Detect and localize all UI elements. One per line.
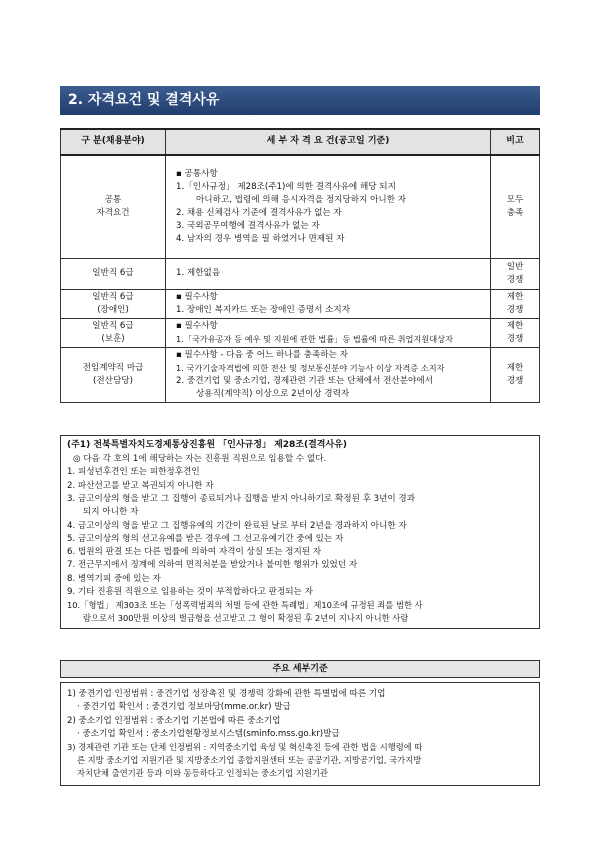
note-item-continuation: 되지 아니한 자 [83,507,139,518]
requirement-line: ▪ 필수사항 [176,292,218,302]
note-line: 충족 [506,208,524,218]
requirement-line: 1. 제한없음 [176,268,221,279]
row-note [491,348,540,403]
category-line: (전산담당) [93,376,133,387]
note-line: 경쟁 [506,376,524,387]
row-note [491,155,540,259]
row-category [61,348,166,403]
note-item: 7. 전근무지에서 징계에 의하여 면직처분을 받았거나 불미한 행위가 있었던 자 [67,560,358,571]
criteria-line: 1) 중견기업 인정범위 : 중견기업 성장촉진 및 경쟁력 강화에 관한 특별법에 따른 기업 [67,689,386,699]
requirement-line: ▪ 필수사항 [176,321,218,332]
requirement-line: ▪ 공통사항 [176,168,218,179]
criteria-continuation: 자치단체 출연기관 등과 이와 동등하다고 인정되는 중소기업 지원기관 [77,767,328,778]
section-title: 2. 자격요건 및 결격사유 [60,86,540,115]
table-row [61,348,540,403]
note-item: 8. 병역기피 중에 있는 자 [67,573,161,584]
category-line: (장애인) [97,305,129,316]
criteria-continuation: 른 지방 중소기업 지원기관 및 지방중소기업 종합지원센터 또는 공공기관, 지방공기업, 국가지방 [77,755,422,766]
requirement-line: 1. 국가기술자격법에 의한 전산 및 정보통신분야 기능사 이상 자격증 소지자 [176,363,445,374]
note-line: 경쟁 [506,305,524,316]
criteria-box [60,682,540,786]
note-item: 5. 금고이상의 형의 선고유예를 받은 경우에 그 선고유예기간 중에 있는 자 [67,533,344,544]
requirement-line: 4. 남자의 경우 병역을 필 하였거나 면제된 자 [176,234,345,245]
row-note [491,319,540,348]
category-line: 공통 [104,194,122,205]
note-item: 2. 파산선고를 받고 복권되지 아니한 자 [67,480,214,491]
note-line: 제한 [506,363,524,374]
row-requirements [166,290,491,319]
requirement-line: 상용직(계약직) 이상으로 2년이상 경력자 [196,388,350,399]
note-item-continuation: 람으로서 300만원 이상의 벌금형을 선고받고 그 형이 확정된 후 2년이 지나지 아니한 사람 [83,613,409,624]
note-title: (주1) 전북특별자치도경제통상진흥원 「인사규정」 제28조(결격사유) [67,440,347,450]
requirement-line: 2. 채용 신체검사 기준에 결격사유가 없는 자 [176,208,342,218]
note-item: 9. 기타 진흥원 직원으로 임용하는 것이 부적합하다고 판정되는 자 [67,587,313,598]
note-intro: ◎ 다음 각 호의 1에 해당하는 자는 진흥원 직원으로 임용할 수 없다. [73,453,327,464]
note-item: 1. 피성년후견인 또는 피한정후견인 [67,467,200,478]
note-line: 경쟁 [506,334,524,345]
requirement-line: 2. 중견기업 및 중소기업, 경제관련 기관 또는 단체에서 전산분야에서 [176,375,433,386]
table-header-row [61,129,540,155]
row-note [491,290,540,319]
table-row [61,259,540,290]
criteria-line: 2) 중소기업 인정범위 : 중소기업 기본법에 따른 중소기업 [67,715,281,726]
criteria-subline: · 중소기업 확인서 : 중소기업현황정보시스템(sminfo.mss.go.kr)발급 [77,728,340,739]
row-note [491,259,540,290]
category-line: 자격요건 [96,208,130,218]
requirement-line: 1.「국가유공자 등 예우 및 지원에 관한 법률」등 법률에 따른 취업지원대상자 [176,334,453,345]
header-category: 구 분(채용분야) [61,129,166,155]
requirement-line: 1.「인사규정」 제28조(주1)에 의한 결격사유에 해당 되지 [176,181,396,192]
row-category [61,290,166,319]
category-line: 일반직 6급 [92,268,134,279]
requirements-table [60,128,540,403]
requirement-line: 3. 국외공무여행에 결격사유가 없는 자 [176,221,320,232]
note-line: 제한 [506,321,524,332]
row-category [61,259,166,290]
category-line: 전임계약직 마급 [82,363,144,374]
note-item: 6. 법원의 판결 또는 다른 법률에 의하여 자격이 상실 또는 정지된 자 [67,547,322,558]
header-requirements: 세 부 자 격 요 건(공고일 기준) [166,129,491,155]
row-category [61,155,166,259]
row-requirements [166,155,491,259]
row-requirements [166,319,491,348]
row-requirements [166,348,491,403]
requirement-line: 1. 장애인 복지카드 또는 장애인 증명서 소지자 [176,305,351,316]
note-line: 경쟁 [506,275,524,285]
category-line: (보훈) [101,334,125,345]
category-line: 일반직 6급 [92,321,134,332]
table-row [61,290,540,319]
note-item: 10.「형법」 제303조 또는「성폭력범죄의 처벌 등에 관한 특례법」제10조에 규정된 죄를 범한 사 [67,600,423,611]
criteria-subline: · 중견기업 확인서 : 중견기업 정보마당(mme.or.kr) 발급 [77,702,291,713]
criteria-title: 주요 세부기준 [60,660,540,678]
requirement-line: 아니하고, 법령에 의해 응시자격을 정지당하지 아니한 자 [196,194,407,205]
table-row [61,319,540,348]
note-item: 3. 금고이상의 형을 받고 그 집행이 종료되거나 집행을 받지 아니하기로 확정된 후 3년이 경과 [67,493,416,504]
requirement-line: ▪ 필수사항 - 다음 중 어느 하나를 충족하는 자 [176,350,348,361]
criteria-line: 3) 경제관련 기관 또는 단체 인정범위 : 지역중소기업 육성 및 혁신촉진 등에 관한 법을 시행령에 따 [67,742,423,753]
row-category [61,319,166,348]
note-item: 4. 금고이상의 형을 받고 그 집행유예의 기간이 완료된 날로 부터 2년을 경과하지 아니한 자 [67,520,407,531]
table-row [61,155,540,259]
row-requirements [166,259,491,290]
category-line: 일반직 6급 [92,292,134,302]
note-line: 일반 [506,261,524,272]
note-line: 모두 [506,194,524,205]
note-line: 제한 [506,292,524,302]
disqualification-note-box [60,435,540,629]
header-note: 비고 [491,129,540,155]
